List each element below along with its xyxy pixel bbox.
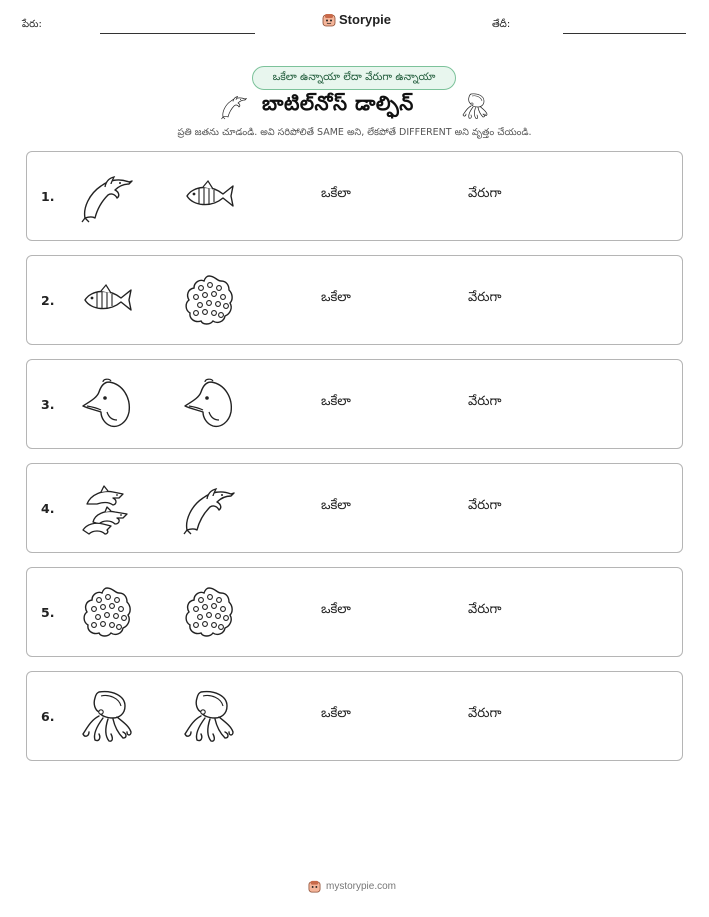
question-row xyxy=(26,671,683,761)
fish-icon xyxy=(181,168,237,224)
worksheet-type-badge: ఒకేలా ఉన్నాయా లేదా వేరుగా ఉన్నాయా xyxy=(252,66,456,90)
octopus-icon xyxy=(181,688,237,744)
question-number: 4. xyxy=(41,501,55,516)
dolphin-icon xyxy=(220,92,248,120)
storypie-logo-icon xyxy=(322,13,336,27)
fish-icon xyxy=(79,272,135,328)
date-label: తేదీ: xyxy=(492,19,511,30)
instructions: ప్రతి జతను చూడండి. అవి సరిపోలితే SAME అని, లేకపోతే DIFFERENT అని వృత్తం చేయండి. xyxy=(177,127,532,138)
question-number: 3. xyxy=(41,397,55,412)
question-row xyxy=(26,463,683,553)
brand-logo xyxy=(322,12,391,27)
name-line[interactable] xyxy=(100,33,255,34)
different-option[interactable]: వేరుగా xyxy=(468,706,502,721)
same-option[interactable]: ఒకేలా xyxy=(321,394,351,409)
footer-url[interactable]: mystorypie.com xyxy=(326,881,397,892)
brand-name: Storypie xyxy=(339,12,392,27)
dolphin-icon xyxy=(181,480,237,536)
dolphin-icon xyxy=(79,168,135,224)
name-label: పేరు: xyxy=(22,19,42,30)
dolphin-head-icon xyxy=(181,376,237,432)
question-row xyxy=(26,151,683,241)
coral-icon xyxy=(181,584,237,640)
same-option[interactable]: ఒకేలా xyxy=(321,602,351,617)
date-line[interactable] xyxy=(563,33,686,34)
different-option[interactable]: వేరుగా xyxy=(468,498,502,513)
same-option[interactable]: ఒకేలా xyxy=(321,706,351,721)
different-option[interactable]: వేరుగా xyxy=(468,394,502,409)
octopus-icon xyxy=(79,688,135,744)
dolphin-group-icon xyxy=(79,480,135,536)
question-row xyxy=(26,359,683,449)
page-title: బాటిల్‌నోస్ డాల్ఫిన్ xyxy=(262,91,414,115)
different-option[interactable]: వేరుగా xyxy=(468,602,502,617)
octopus-icon xyxy=(461,92,489,120)
question-row xyxy=(26,567,683,657)
coral-icon xyxy=(79,584,135,640)
different-option[interactable]: వేరుగా xyxy=(468,290,502,305)
same-option[interactable]: ఒకేలా xyxy=(321,290,351,305)
dolphin-head-icon xyxy=(79,376,135,432)
question-number: 6. xyxy=(41,709,55,724)
storypie-logo-icon xyxy=(308,880,321,893)
different-option[interactable]: వేరుగా xyxy=(468,186,502,201)
question-row xyxy=(26,255,683,345)
question-number: 2. xyxy=(41,293,55,308)
question-number: 5. xyxy=(41,605,55,620)
coral-icon xyxy=(181,272,237,328)
question-number: 1. xyxy=(41,189,55,204)
same-option[interactable]: ఒకేలా xyxy=(321,498,351,513)
same-option[interactable]: ఒకేలా xyxy=(321,186,351,201)
footer xyxy=(308,880,396,893)
